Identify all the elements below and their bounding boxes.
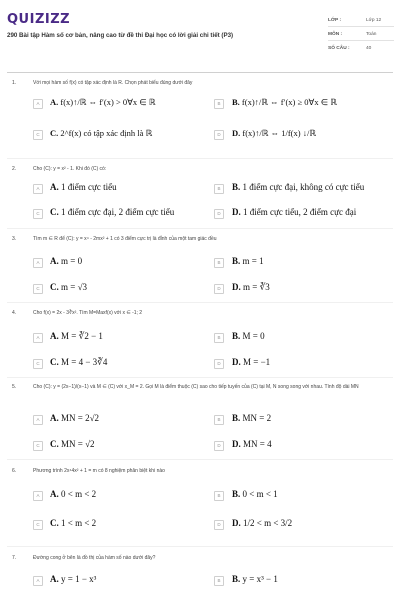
question-separator (7, 546, 393, 547)
option-5b-box[interactable]: B (214, 415, 224, 425)
option-4a[interactable] (50, 331, 103, 342)
option-5a[interactable] (50, 413, 99, 423)
option-letter: D. (232, 439, 241, 449)
option-5b[interactable] (232, 413, 271, 423)
option-letter: C. (50, 357, 59, 367)
option-6c-box[interactable]: C (33, 520, 43, 530)
option-text: MN = 2 (242, 413, 272, 423)
option-text: 1/2 < m < 3/2 (243, 518, 293, 528)
option-2c-box[interactable]: C (33, 209, 43, 219)
option-1a-box[interactable]: A (33, 99, 43, 109)
option-6c[interactable] (50, 518, 96, 528)
option-4c[interactable] (50, 357, 107, 368)
option-letter: B. (232, 182, 241, 192)
question-count-label: SỐ CÂU : (328, 46, 350, 51)
option-text: M = −1 (243, 357, 271, 367)
option-2c[interactable] (50, 207, 174, 217)
option-letter: A. (50, 574, 59, 584)
option-text: m = ∛3 (243, 282, 270, 292)
class-label: LỚP : (328, 18, 342, 23)
option-1c-box[interactable]: C (33, 130, 43, 140)
option-letter: A. (50, 182, 59, 192)
option-6b[interactable] (232, 489, 278, 499)
option-text: y = x³ − 1 (242, 574, 278, 584)
option-7a[interactable] (50, 574, 96, 584)
option-letter: D. (232, 207, 241, 217)
option-letter: D. (232, 357, 241, 367)
question-3-text: Tìm m ∈ R để (C): y = x⁴ - 2mx² + 1 có 3 điểm cực trị là đỉnh của một tam giác đều (33, 236, 217, 242)
question-7-number: 7. (12, 555, 17, 561)
question-6-text: Phương trình 2x⁴4x² + 1 = m có 8 nghiệm phân biệt khi nào (33, 468, 165, 474)
option-text: 1 điểm cực tiểu (61, 182, 117, 192)
option-4b[interactable] (232, 331, 265, 341)
question-5-text: Cho (C): y = (2x−1)/(x−1) và M ∈ (C) với x_M = 2. Gọi M là điểm thuộc (C) sao cho tiếp tuyến của (C) tại M, N song song với nhau. Tính độ dài MN (33, 384, 359, 390)
option-text: M = 0 (242, 331, 265, 341)
option-2a[interactable] (50, 182, 117, 192)
option-text: MN = 4 (243, 439, 272, 449)
option-3b[interactable] (232, 256, 264, 266)
option-4c-box[interactable]: C (33, 359, 43, 369)
option-3d-box[interactable]: D (214, 284, 224, 294)
worksheet-title: 290 Bài tập Hàm số cơ bản, nâng cao từ đề thi Đại học có lời giải chi tiết (P3) (7, 32, 234, 39)
option-text: MN = 2√2 (61, 413, 100, 423)
option-text: 2^f(x) có tập xác định là ℝ (60, 128, 153, 138)
divider (328, 26, 394, 27)
option-letter: B. (232, 97, 240, 107)
question-7-text: Đường cong ở bên là đồ thị của hàm số nào dưới đây? (33, 555, 156, 561)
subject-value: Toán (366, 32, 377, 37)
option-text: y = 1 − x³ (61, 574, 97, 584)
option-text: MN = √2 (61, 439, 95, 449)
question-separator (7, 459, 393, 460)
option-letter: C. (50, 207, 59, 217)
option-4d-box[interactable]: D (214, 359, 224, 369)
option-letter: A. (50, 97, 59, 107)
option-4a-box[interactable]: A (33, 333, 43, 343)
option-3c[interactable] (50, 282, 87, 292)
option-letter: B. (232, 413, 241, 423)
header (0, 0, 400, 72)
question-count-value: 40 (366, 46, 372, 51)
option-letter: C. (50, 439, 59, 449)
option-5c[interactable] (50, 439, 95, 449)
option-letter: B. (232, 256, 241, 266)
option-3b-box[interactable]: B (214, 258, 224, 268)
option-4d[interactable] (232, 357, 270, 367)
option-3c-box[interactable]: C (33, 284, 43, 294)
option-1b[interactable] (232, 97, 337, 108)
option-text: M = ∛2 − 1 (61, 331, 103, 341)
option-letter: A. (50, 256, 59, 266)
question-4-text: Cho f(x) = 2x - 3∛x². Tìm M=Maxf(x) với x ∈ -1; 2 (33, 310, 143, 316)
option-text: 1 điểm cực tiểu, 2 điểm cực đại (243, 207, 357, 217)
question-2-number: 2. (12, 166, 17, 172)
option-text: 1 < m < 2 (61, 518, 97, 528)
option-1a[interactable] (50, 97, 156, 108)
option-letter: C. (50, 518, 59, 528)
option-letter: D. (232, 282, 241, 292)
option-5d[interactable] (232, 439, 272, 449)
option-text: f(x)↑/ℝ ⇔ 1/f(x) ↓/ℝ (242, 128, 317, 138)
option-1d[interactable] (232, 128, 316, 139)
option-text: m = √3 (61, 282, 88, 292)
option-7b[interactable] (232, 574, 278, 584)
option-letter: C. (50, 128, 59, 138)
option-text: m = 1 (242, 256, 264, 266)
option-6d-box[interactable]: D (214, 520, 224, 530)
option-letter: A. (50, 489, 59, 499)
option-7a-box[interactable]: A (33, 576, 43, 586)
question-separator (7, 302, 393, 303)
option-text: M = 4 − 3∛4 (61, 357, 108, 367)
question-separator (7, 377, 393, 378)
question-3-number: 3. (12, 236, 17, 242)
option-2d[interactable] (232, 207, 356, 217)
option-5a-box[interactable]: A (33, 415, 43, 425)
option-3a-box[interactable]: A (33, 258, 43, 268)
question-6-number: 6. (12, 468, 17, 474)
class-value: Lớp 12 (366, 18, 382, 23)
question-4-number: 4. (12, 310, 17, 316)
option-letter: B. (232, 574, 241, 584)
option-text: 0 < m < 2 (61, 489, 97, 499)
option-1b-box[interactable]: B (214, 99, 224, 109)
divider (328, 40, 394, 41)
question-5-number: 5. (12, 384, 17, 390)
option-5c-box[interactable]: C (33, 441, 43, 451)
option-4b-box[interactable]: B (214, 333, 224, 343)
option-text: f(x)↑/ℝ ⇔ f′(x) > 0∀x ∈ ℝ (60, 97, 156, 107)
option-2b-box[interactable]: B (214, 184, 224, 194)
option-2a-box[interactable]: A (33, 184, 43, 194)
option-6a[interactable] (50, 489, 96, 499)
option-1c[interactable] (50, 128, 152, 139)
question-separator (7, 158, 393, 159)
option-6d[interactable] (232, 518, 292, 528)
option-6b-box[interactable]: B (214, 491, 224, 501)
option-letter: A. (50, 331, 59, 341)
option-3d[interactable] (232, 282, 270, 293)
option-3a[interactable] (50, 256, 82, 266)
option-7b-box[interactable]: B (214, 576, 224, 586)
option-letter: D. (232, 518, 241, 528)
option-letter: A. (50, 413, 59, 423)
option-text: m = 0 (61, 256, 83, 266)
header-divider (7, 72, 393, 73)
quizizz-logo: QUIZIZZ (7, 12, 71, 27)
option-letter: B. (232, 489, 241, 499)
option-text: 0 < m < 1 (242, 489, 278, 499)
option-text: 1 điểm cực đại, 2 điểm cực tiểu (61, 207, 175, 217)
option-1d-box[interactable]: D (214, 130, 224, 140)
option-text: f(x)↑/ℝ ⇔ f′(x) ≥ 0∀x ∈ ℝ (241, 97, 337, 107)
option-letter: D. (232, 128, 241, 138)
option-2b[interactable] (232, 182, 364, 192)
option-2d-box[interactable]: D (214, 209, 224, 219)
option-6a-box[interactable]: A (33, 491, 43, 501)
question-separator (7, 228, 393, 229)
question-1-number: 1. (12, 80, 17, 86)
option-5d-box[interactable]: D (214, 441, 224, 451)
option-letter: C. (50, 282, 59, 292)
question-2-text: Cho (C): y = x² - 1. Khi đó (C) có: (33, 166, 107, 172)
option-letter: B. (232, 331, 241, 341)
subject-label: MÔN : (328, 32, 343, 37)
question-1-text: Với mọi hàm số f(x) có tập xác định là R. Chọn phát biểu đúng dưới đây (33, 80, 193, 86)
option-text: 1 điểm cực đại, không có cực tiểu (242, 182, 365, 192)
